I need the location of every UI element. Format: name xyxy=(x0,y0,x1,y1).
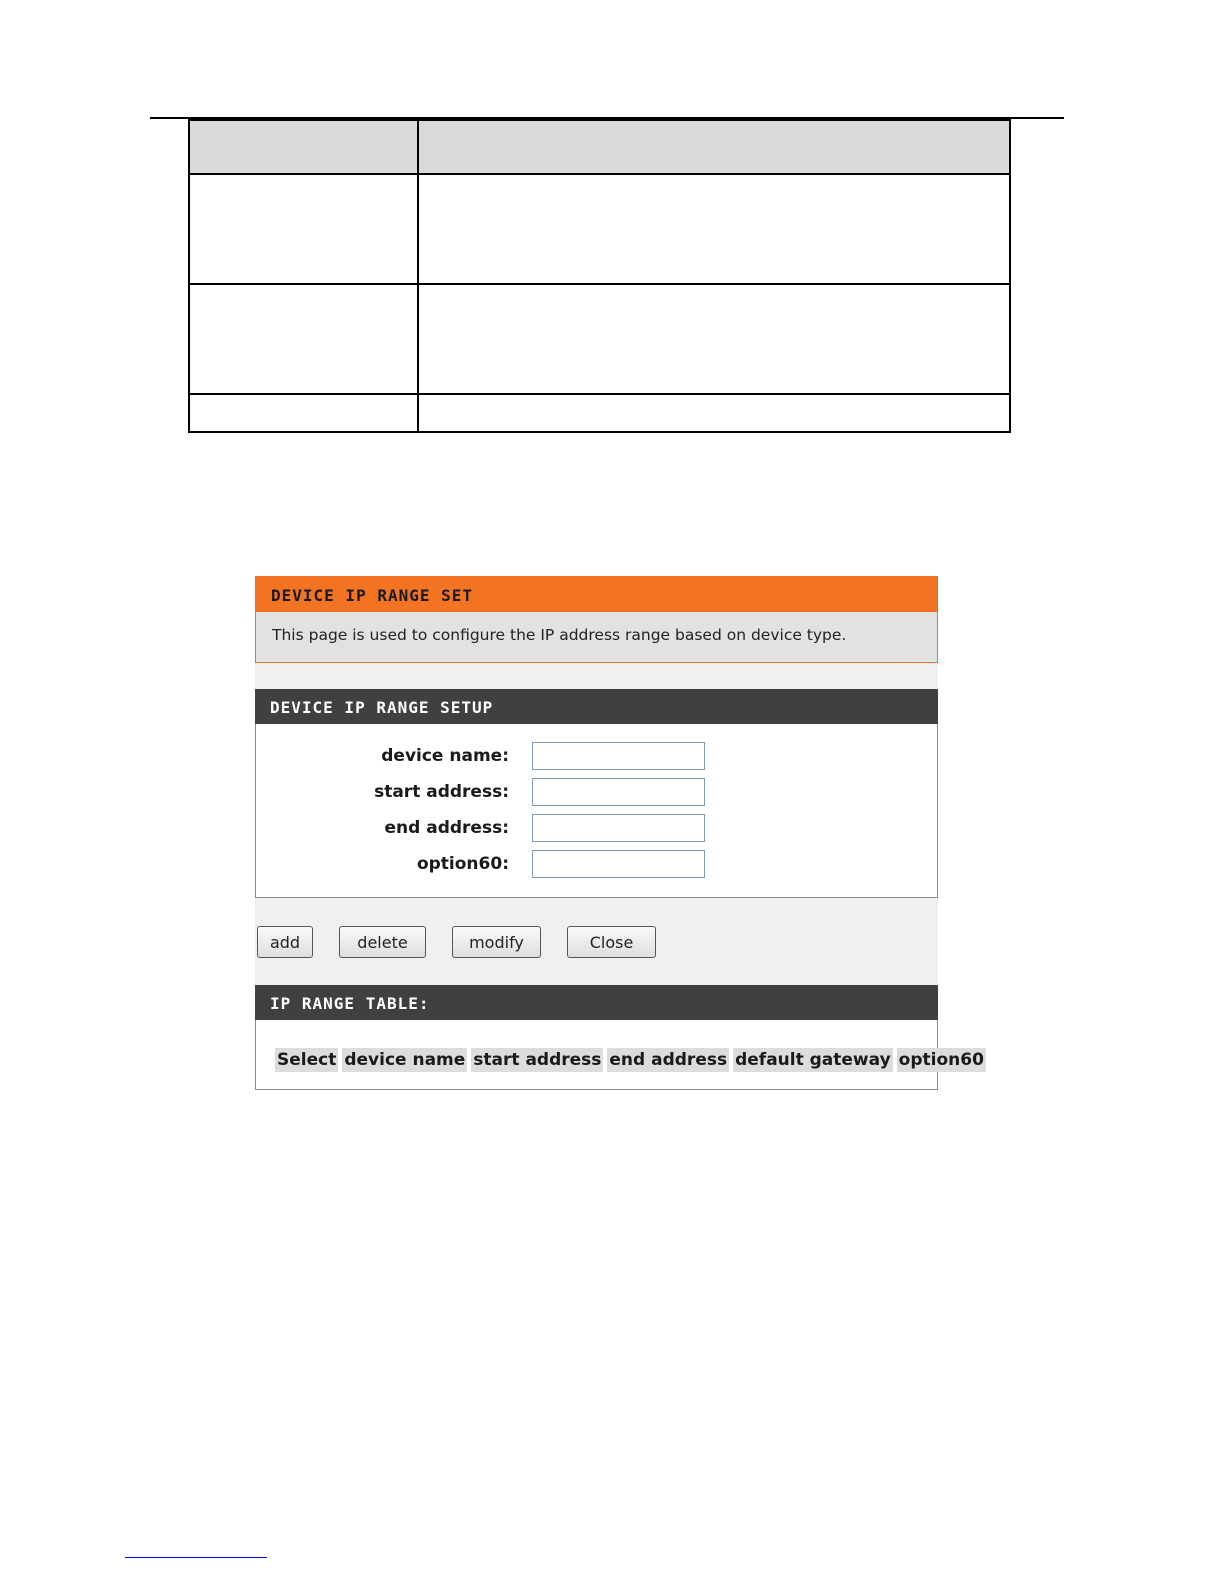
table-cell xyxy=(418,120,1010,174)
table-row xyxy=(189,284,1010,394)
table-row xyxy=(189,394,1010,432)
table-cell xyxy=(418,284,1010,394)
start-address-input[interactable] xyxy=(532,778,705,806)
delete-button[interactable]: delete xyxy=(339,926,426,958)
column-header-device-name: device name xyxy=(344,1050,466,1070)
table-cell xyxy=(418,394,1010,432)
table-row xyxy=(189,174,1010,284)
option60-input[interactable] xyxy=(532,850,705,878)
add-button[interactable]: add xyxy=(257,926,313,958)
ip-range-table-title: IP RANGE TABLE: xyxy=(255,985,938,1020)
ip-range-table xyxy=(271,1048,990,1072)
table-cell xyxy=(418,174,1010,284)
column-header-default-gateway: default gateway xyxy=(735,1050,891,1070)
table-cell xyxy=(189,120,418,174)
form-row-start-address xyxy=(256,778,939,806)
close-button[interactable]: Close xyxy=(567,926,656,958)
column-header-start-address: start address xyxy=(473,1050,602,1070)
table-cell xyxy=(189,394,418,432)
setup-section-title: DEVICE IP RANGE SETUP xyxy=(255,689,938,724)
end-address-label: end address: xyxy=(384,818,509,838)
device-name-label: device name: xyxy=(381,746,509,766)
form-row-option60 xyxy=(256,850,939,878)
table-header-row xyxy=(189,120,1010,174)
setup-form xyxy=(255,724,938,898)
column-header-option60: option60 xyxy=(898,1050,984,1070)
banner-title: DEVICE IP RANGE SET xyxy=(256,577,937,612)
start-address-label: start address: xyxy=(374,782,509,802)
form-row-end-address xyxy=(256,814,939,842)
banner-description: This page is used to configure the IP address range based on device type. xyxy=(272,626,847,644)
table-header-row xyxy=(275,1048,986,1072)
ip-range-table-panel xyxy=(255,1020,984,1090)
device-name-input[interactable] xyxy=(532,742,705,770)
parameter-table xyxy=(188,119,1011,433)
end-address-input[interactable] xyxy=(532,814,705,842)
option60-label: option60: xyxy=(416,854,509,874)
form-row-device-name xyxy=(256,742,939,770)
column-header-end-address: end address xyxy=(609,1050,728,1070)
footer-link-underline xyxy=(125,1557,267,1558)
modify-button[interactable]: modify xyxy=(452,926,541,958)
table-cell xyxy=(189,284,418,394)
page-banner xyxy=(255,576,938,663)
table-cell xyxy=(189,174,418,284)
device-ip-range-screenshot xyxy=(255,576,984,1090)
column-header-select: Select xyxy=(277,1050,337,1070)
